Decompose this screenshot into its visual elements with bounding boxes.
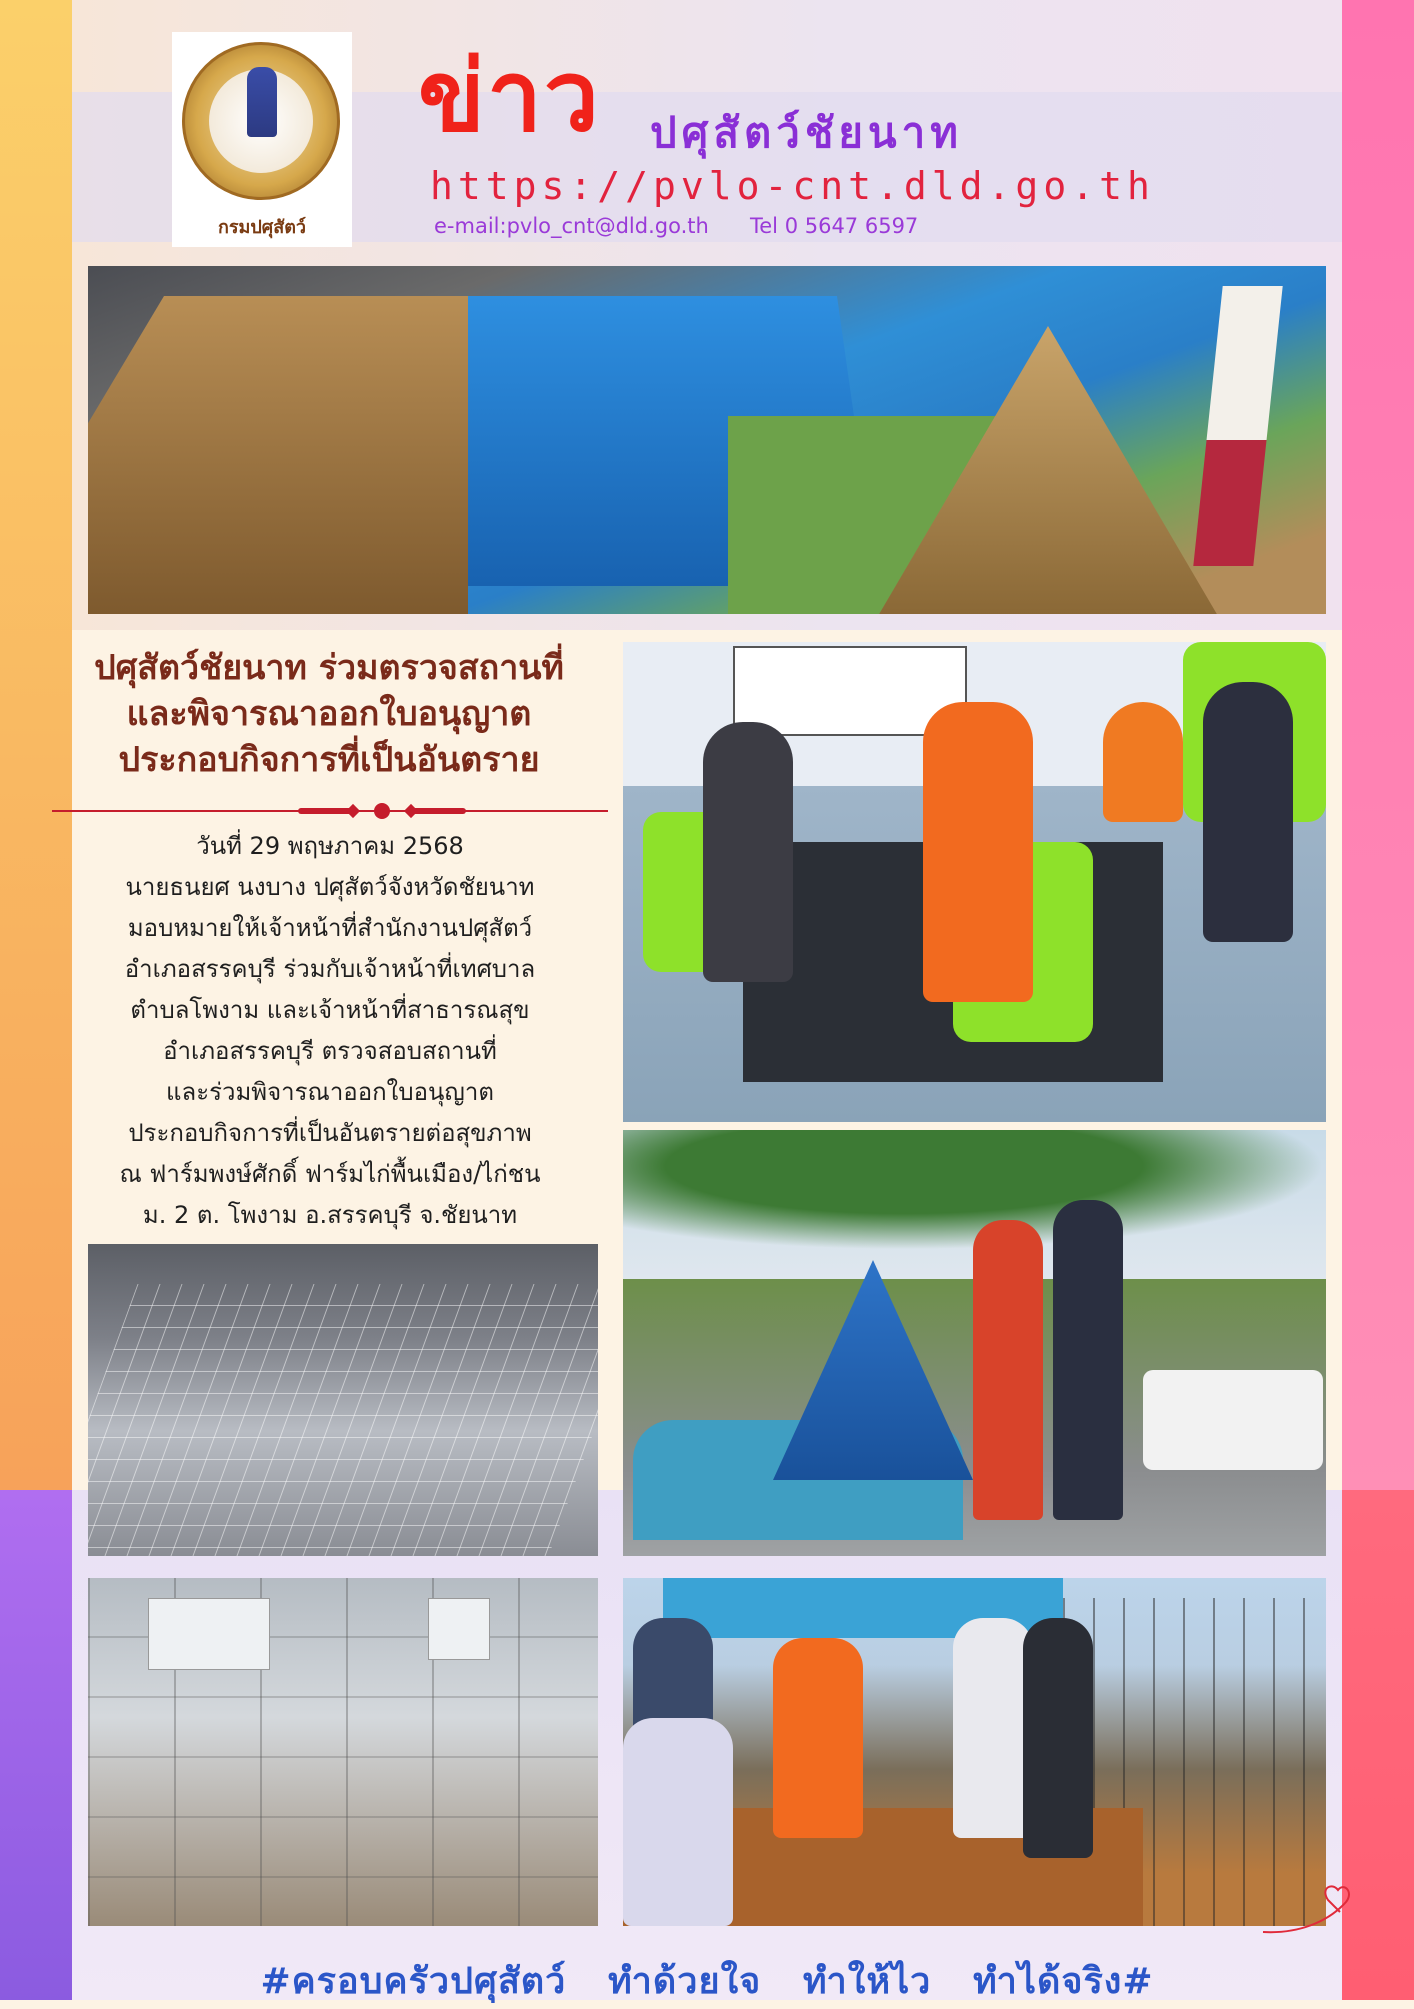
headline-line: ปศุสัตว์ชัยนาท ร่วมตรวจสถานที่ — [94, 648, 564, 688]
body-line: ตำบลโพงาม และเจ้าหน้าที่สาธารณสุข — [130, 996, 530, 1024]
photo-coop-interior — [88, 1578, 598, 1926]
body-line: ณ ฟาร์มพงษ์ศักดิ์ ฟาร์มไก่พื้นเมือง/ไก่ชน — [119, 1160, 541, 1188]
slogan-part: #ครอบครัวปศุสัตว์ — [260, 1961, 567, 2002]
left-border-bottom — [0, 1490, 72, 2000]
slogan-part: ทำด้วยใจ — [607, 1961, 762, 2002]
article-body — [60, 826, 600, 1236]
slogan-part: ทำได้จริง# — [972, 1961, 1154, 2002]
photo-farm-enclosures — [88, 266, 1326, 614]
article-headline — [48, 646, 610, 784]
news-title: ข่าว — [418, 40, 602, 154]
photo-chicken-pens — [88, 1244, 598, 1556]
ornament-divider — [52, 806, 608, 816]
headline-line: และพิจารณาออกใบอนุญาต — [126, 693, 532, 734]
photo-site-inspection — [623, 1130, 1326, 1556]
telephone-number: Tel 0 5647 6597 — [750, 214, 919, 238]
body-line: นายธนยศ นงบาง ปศุสัตว์จังหวัดชัยนาท — [125, 873, 535, 901]
right-border — [1342, 0, 1414, 1490]
body-line: อำเภอสรรคบุรี ร่วมกับเจ้าหน้าที่เทศบาล — [124, 955, 536, 983]
body-line: ม. 2 ต. โพงาม อ.สรรคบุรี จ.ชัยนาท — [142, 1201, 518, 1229]
article-date: วันที่ 29 พฤษภาคม 2568 — [196, 832, 464, 860]
body-line: มอบหมายให้เจ้าหน้าที่สำนักงานปศุสัตว์ — [127, 914, 533, 942]
logo-caption: กรมปศุสัตว์ — [217, 217, 307, 238]
logo-seal-icon — [182, 42, 340, 200]
photo-meeting — [623, 642, 1326, 1122]
slogan-part: ทำให้ไว — [802, 1961, 932, 2002]
department-logo — [172, 32, 352, 247]
headline-line: ประกอบกิจการที่เป็นอันตราย — [118, 739, 540, 780]
footer-slogan — [0, 1952, 1414, 2009]
heart-doodle-icon — [1258, 1872, 1378, 1942]
news-subtitle: ปศุสัตว์ชัยนาท — [650, 108, 963, 157]
body-line: ประกอบกิจการที่เป็นอันตรายต่อสุขภาพ — [128, 1119, 532, 1147]
website-url[interactable]: https://pvlo-cnt.dld.go.th — [430, 164, 1155, 208]
body-line: และร่วมพิจารณาออกใบอนุญาต — [166, 1078, 494, 1106]
photo-field-discussion — [623, 1578, 1326, 1926]
body-line: อำเภอสรรคบุรี ตรวจสอบสถานที่ — [163, 1037, 497, 1065]
email-address[interactable]: e-mail:pvlo_cnt@dld.go.th — [434, 214, 709, 238]
